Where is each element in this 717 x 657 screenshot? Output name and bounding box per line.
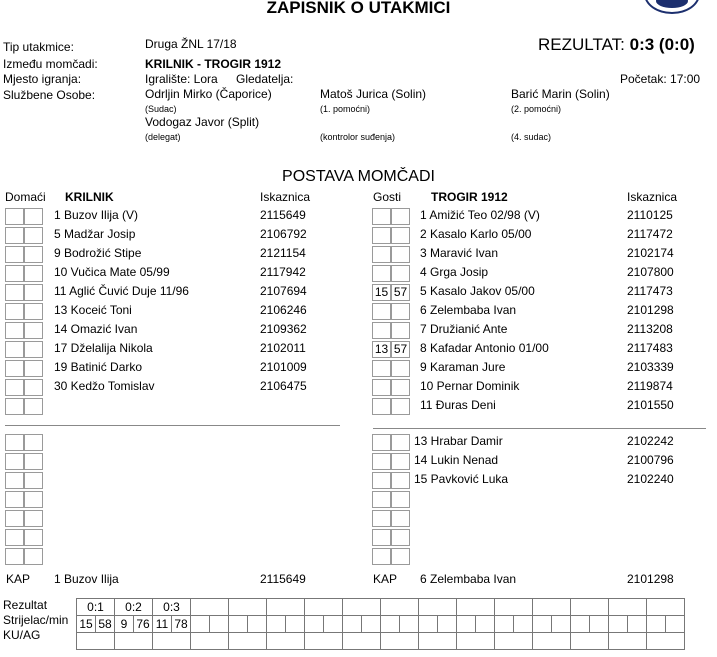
home-team-name: KRILNIK [65, 190, 114, 204]
strijelac-cell [400, 616, 419, 633]
away-id-label: Iskaznica [627, 190, 678, 204]
strijelac-cell: 78 [172, 616, 191, 633]
strijelac-cell [666, 616, 685, 633]
rezultat-cell [457, 599, 495, 616]
away-min-in-box[interactable] [372, 303, 391, 320]
home-min-in-box[interactable] [5, 303, 24, 320]
home-player-name: 13 Koceić Toni [54, 303, 132, 317]
rezultat-cell [229, 599, 267, 616]
official-role-sudac: (Sudac) [145, 104, 177, 114]
away-sub-min-out-box[interactable] [391, 491, 410, 508]
strijelac-row [77, 616, 685, 633]
away-min-in-box[interactable] [372, 322, 391, 339]
home-player-name: 19 Batinić Darko [54, 360, 143, 374]
home-sub-min-in-box[interactable] [5, 453, 24, 470]
kuag-cell [153, 633, 191, 650]
home-player-id: 2101009 [260, 360, 307, 374]
kuag-cell [647, 633, 685, 650]
home-min-in-box[interactable] [5, 265, 24, 282]
away-min-in-box[interactable] [372, 265, 391, 282]
away-min-out-box[interactable] [391, 246, 410, 263]
osobe-label: Službene Osobe: [3, 88, 96, 102]
away-captain-name: 6 Zelembaba Ivan [420, 572, 517, 586]
home-player-id: 2109362 [260, 322, 307, 336]
away-sub-min-out-box[interactable] [391, 472, 410, 489]
kuag-cell [495, 633, 533, 650]
home-player-name: 11 Aglić Čuvić Duje 11/96 [54, 284, 189, 298]
tip-label: Tip utakmice: [3, 40, 74, 54]
away-player-name: 5 Kasalo Jakov 05/00 [420, 284, 535, 298]
izmedu-value: KRILNIK - TROGIR 1912 [145, 57, 282, 71]
home-player-id: 2121154 [260, 246, 306, 260]
home-player-id: 2106246 [260, 303, 307, 317]
away-min-in-box[interactable]: 15 [372, 284, 391, 301]
away-min-out-box[interactable]: 57 [391, 284, 410, 301]
strijelac-cell [324, 616, 343, 633]
home-min-out-box[interactable] [24, 227, 43, 244]
kuag-cell [191, 633, 229, 650]
rezultat-cell [533, 599, 571, 616]
kuag-cell [115, 633, 153, 650]
strijelac-cell [229, 616, 248, 633]
away-min-in-box[interactable] [372, 398, 391, 415]
strijelac-cell: 9 [115, 616, 134, 633]
away-player-name: 2 Kasalo Karlo 05/00 [420, 227, 532, 241]
kuag-cell [77, 633, 115, 650]
bottom-strijelac-label: Strijelac/min [3, 613, 69, 627]
home-sub-min-out-box[interactable] [24, 548, 43, 565]
home-min-out-box[interactable] [24, 360, 43, 377]
home-captain-id: 2115649 [260, 572, 306, 586]
rezultat-label: REZULTAT: [538, 35, 625, 54]
home-min-in-box[interactable] [5, 284, 24, 301]
away-min-out-box[interactable] [391, 208, 410, 225]
strijelac-cell [495, 616, 514, 633]
home-sub-min-out-box[interactable] [24, 472, 43, 489]
away-player-name: 6 Zelembaba Ivan [420, 303, 517, 317]
kuag-cell [419, 633, 457, 650]
pocetak-value: Početak: 17:00 [620, 72, 701, 86]
rezultat-value: 0:3 (0:0) [629, 35, 695, 54]
section-title: POSTAVA MOMČADI [282, 168, 435, 185]
strijelac-cell [438, 616, 457, 633]
home-player-id: 2106475 [260, 379, 307, 393]
home-sub-min-in-box[interactable] [5, 529, 24, 546]
bottom-rezultat-label: Rezultat [3, 598, 48, 612]
official-name-sudac: Odrljin Mirko (Čaporice) [145, 87, 272, 101]
away-sub-min-out-box[interactable] [391, 548, 410, 565]
gledatelja-label: Gledatelja: [236, 72, 294, 86]
away-player-name: 8 Kafadar Antonio 01/00 [420, 341, 549, 355]
home-sub-min-out-box[interactable] [24, 491, 43, 508]
away-min-out-box[interactable] [391, 379, 410, 396]
away-min-out-box[interactable]: 57 [391, 341, 410, 358]
strijelac-cell: 11 [153, 616, 172, 633]
home-min-out-box[interactable] [24, 341, 43, 358]
home-sub-min-out-box[interactable] [24, 453, 43, 470]
away-sub-min-out-box[interactable] [391, 453, 410, 470]
page-title: ZAPISNIK O UTAKMICI [266, 0, 451, 17]
home-separator [5, 425, 340, 426]
official-role-pomocni1: (1. pomoćni) [320, 104, 371, 114]
strijelac-cell [552, 616, 571, 633]
away-captain-label: KAP [373, 572, 398, 586]
home-id-label: Iskaznica [260, 190, 311, 204]
kuag-cell [609, 633, 647, 650]
rezultat-cell: 0:2 [115, 599, 153, 616]
away-min-out-box[interactable] [391, 303, 410, 320]
strijelac-cell [514, 616, 533, 633]
home-captain-name: 1 Buzov Ilija [54, 572, 119, 586]
away-sub-id: 2102240 [627, 472, 674, 486]
away-player-name: 4 Grga Josip [420, 265, 489, 279]
kuag-cell [457, 633, 495, 650]
away-min-in-box[interactable] [372, 246, 391, 263]
away-player-id: 2102174 [627, 246, 674, 260]
rezultat-cell [191, 599, 229, 616]
home-min-out-box[interactable] [24, 398, 43, 415]
rezultat-cell [609, 599, 647, 616]
home-min-in-box[interactable] [5, 341, 24, 358]
home-player-id: 2102011 [260, 341, 306, 355]
away-min-out-box[interactable] [391, 322, 410, 339]
strijelac-cell [647, 616, 666, 633]
home-player-id: 2106792 [260, 227, 307, 241]
home-min-in-box[interactable] [5, 360, 24, 377]
home-min-in-box[interactable] [5, 227, 24, 244]
home-captain-label: KAP [6, 572, 31, 586]
away-sub-min-in-box[interactable] [372, 434, 391, 451]
home-player-id: 2107694 [260, 284, 307, 298]
away-player-id: 2107800 [627, 265, 674, 279]
away-side-label: Gosti [373, 190, 402, 204]
izmedu-label: Između momčadi: [3, 57, 98, 71]
home-player-name: 5 Madžar Josip [54, 227, 136, 241]
rezultat-cell [419, 599, 457, 616]
strijelac-cell [248, 616, 267, 633]
away-sub-min-in-box[interactable] [372, 510, 391, 527]
away-sub-min-in-box[interactable] [372, 529, 391, 546]
away-player-name: 7 Družianić Ante [420, 322, 508, 336]
kuag-cell [381, 633, 419, 650]
strijelac-cell [628, 616, 647, 633]
away-captain-id: 2101298 [627, 572, 674, 586]
away-min-out-box[interactable] [391, 398, 410, 415]
home-min-out-box[interactable] [24, 284, 43, 301]
home-min-in-box[interactable] [5, 398, 24, 415]
away-team-name: TROGIR 1912 [431, 190, 508, 204]
home-sub-min-out-box[interactable] [24, 434, 43, 451]
rezultat-cell [267, 599, 305, 616]
kuag-cell [267, 633, 305, 650]
strijelac-cell [609, 616, 628, 633]
home-side-label: Domaći [5, 190, 46, 204]
away-min-out-box[interactable] [391, 360, 410, 377]
strijelac-cell [305, 616, 324, 633]
home-min-in-box[interactable] [5, 208, 24, 225]
away-sub-min-out-box[interactable] [391, 529, 410, 546]
strijelac-cell: 15 [77, 616, 96, 633]
strijelac-cell [457, 616, 476, 633]
home-sub-min-out-box[interactable] [24, 529, 43, 546]
rezultat-cell [495, 599, 533, 616]
home-sub-min-in-box[interactable] [5, 510, 24, 527]
home-min-out-box[interactable] [24, 265, 43, 282]
rezultat-cell [381, 599, 419, 616]
away-sub-name: 14 Lukin Nenad [414, 453, 499, 467]
away-player-id: 2101298 [627, 303, 674, 317]
strijelac-cell [476, 616, 495, 633]
strijelac-cell [191, 616, 210, 633]
strijelac-cell [590, 616, 609, 633]
away-sub-name: 13 Hrabar Damir [414, 434, 503, 448]
home-min-out-box[interactable] [24, 322, 43, 339]
away-player-name: 1 Amižić Teo 02/98 (V) [420, 208, 540, 222]
away-separator [373, 428, 706, 429]
home-min-in-box[interactable] [5, 322, 24, 339]
home-player-name: 1 Buzov Ilija (V) [54, 208, 139, 222]
away-player-id: 2117473 [627, 284, 673, 298]
rezultat-cell [571, 599, 609, 616]
away-sub-min-in-box[interactable] [372, 453, 391, 470]
strijelac-cell [286, 616, 305, 633]
strijelac-cell [381, 616, 400, 633]
away-player-id: 2119874 [627, 379, 673, 393]
away-sub-min-in-box[interactable] [372, 472, 391, 489]
away-min-out-box[interactable] [391, 265, 410, 282]
strijelac-cell [533, 616, 552, 633]
strijelac-cell: 58 [96, 616, 115, 633]
official-role-delegat: (delegat) [145, 132, 181, 142]
home-min-out-box[interactable] [24, 303, 43, 320]
home-player-name: 17 Dželalija Nikola [54, 341, 153, 355]
strijelac-cell [362, 616, 381, 633]
kuag-cell [571, 633, 609, 650]
kuag-cell [343, 633, 381, 650]
home-sub-min-out-box[interactable] [24, 510, 43, 527]
away-min-in-box[interactable] [372, 379, 391, 396]
strijelac-cell [343, 616, 362, 633]
away-player-name: 3 Maravić Ivan [420, 246, 499, 260]
away-player-id: 2117483 [627, 341, 673, 355]
kuag-cell [229, 633, 267, 650]
official-role-pomocni2: (2. pomoćni) [511, 104, 562, 114]
away-min-in-box[interactable] [372, 208, 391, 225]
mjesto-label: Mjesto igranja: [3, 72, 82, 86]
home-player-id: 2115649 [260, 208, 306, 222]
official-name-delegat: Vodogaz Javor (Split) [145, 115, 260, 129]
away-min-out-box[interactable] [391, 227, 410, 244]
igraliste-value: Igralište: Lora [145, 72, 218, 86]
score-table [76, 598, 685, 650]
official-name-pomocni2: Barić Marin (Solin) [511, 87, 610, 101]
home-player-name: 14 Omazić Ivan [54, 322, 138, 336]
official-role-sudac4: (4. sudac) [511, 132, 552, 142]
away-player-id: 2117472 [627, 227, 673, 241]
away-min-in-box[interactable]: 13 [372, 341, 391, 358]
rezultat-cell: 0:3 [153, 599, 191, 616]
away-player-id: 2101550 [627, 398, 674, 412]
away-sub-name: 15 Pavković Luka [414, 472, 509, 486]
strijelac-cell [419, 616, 438, 633]
away-player-id: 2110125 [627, 208, 673, 222]
strijelac-cell [267, 616, 286, 633]
rezultat-cell [647, 599, 685, 616]
home-min-out-box[interactable] [24, 246, 43, 263]
rezultat-cell: 0:1 [77, 599, 115, 616]
away-sub-min-out-box[interactable] [391, 510, 410, 527]
home-min-out-box[interactable] [24, 379, 43, 396]
home-player-name: 10 Vučica Mate 05/99 [54, 265, 170, 279]
home-player-name: 9 Bodrožić Stipe [54, 246, 142, 260]
strijelac-cell: 76 [134, 616, 153, 633]
kuag-row [77, 633, 685, 650]
logo-year [665, 0, 678, 1]
official-name-pomocni1: Matoš Jurica (Solin) [320, 87, 427, 101]
home-min-in-box[interactable] [5, 379, 24, 396]
official-role-kontrolor: (kontrolor suđenja) [320, 132, 396, 142]
rezultat-row [77, 599, 685, 616]
home-sub-min-in-box[interactable] [5, 434, 24, 451]
away-sub-id: 2102242 [627, 434, 674, 448]
rezultat-cell [343, 599, 381, 616]
away-min-in-box[interactable] [372, 227, 391, 244]
away-min-in-box[interactable] [372, 360, 391, 377]
away-player-id: 2113208 [627, 322, 673, 336]
away-sub-min-in-box[interactable] [372, 548, 391, 565]
home-sub-min-in-box[interactable] [5, 548, 24, 565]
away-sub-min-out-box[interactable] [391, 434, 410, 451]
strijelac-cell [571, 616, 590, 633]
away-sub-min-in-box[interactable] [372, 491, 391, 508]
away-sub-id: 2100796 [627, 453, 674, 467]
away-player-name: 9 Karaman Jure [420, 360, 506, 374]
kuag-cell [533, 633, 571, 650]
home-player-name: 30 Kedžo Tomislav [54, 379, 155, 393]
bottom-kuag-label: KU/AG [3, 628, 41, 642]
away-player-name: 11 Đuras Deni [420, 398, 496, 412]
kuag-cell [305, 633, 343, 650]
strijelac-cell [210, 616, 229, 633]
home-player-id: 2117942 [260, 265, 306, 279]
home-min-out-box[interactable] [24, 208, 43, 225]
tip-value: Druga ŽNL 17/18 [145, 37, 237, 51]
home-min-in-box[interactable] [5, 246, 24, 263]
home-sub-min-in-box[interactable] [5, 491, 24, 508]
home-sub-min-in-box[interactable] [5, 472, 24, 489]
rezultat-display [538, 35, 695, 55]
away-player-id: 2103339 [627, 360, 674, 374]
rezultat-cell [305, 599, 343, 616]
away-player-name: 10 Pernar Dominik [420, 379, 520, 393]
